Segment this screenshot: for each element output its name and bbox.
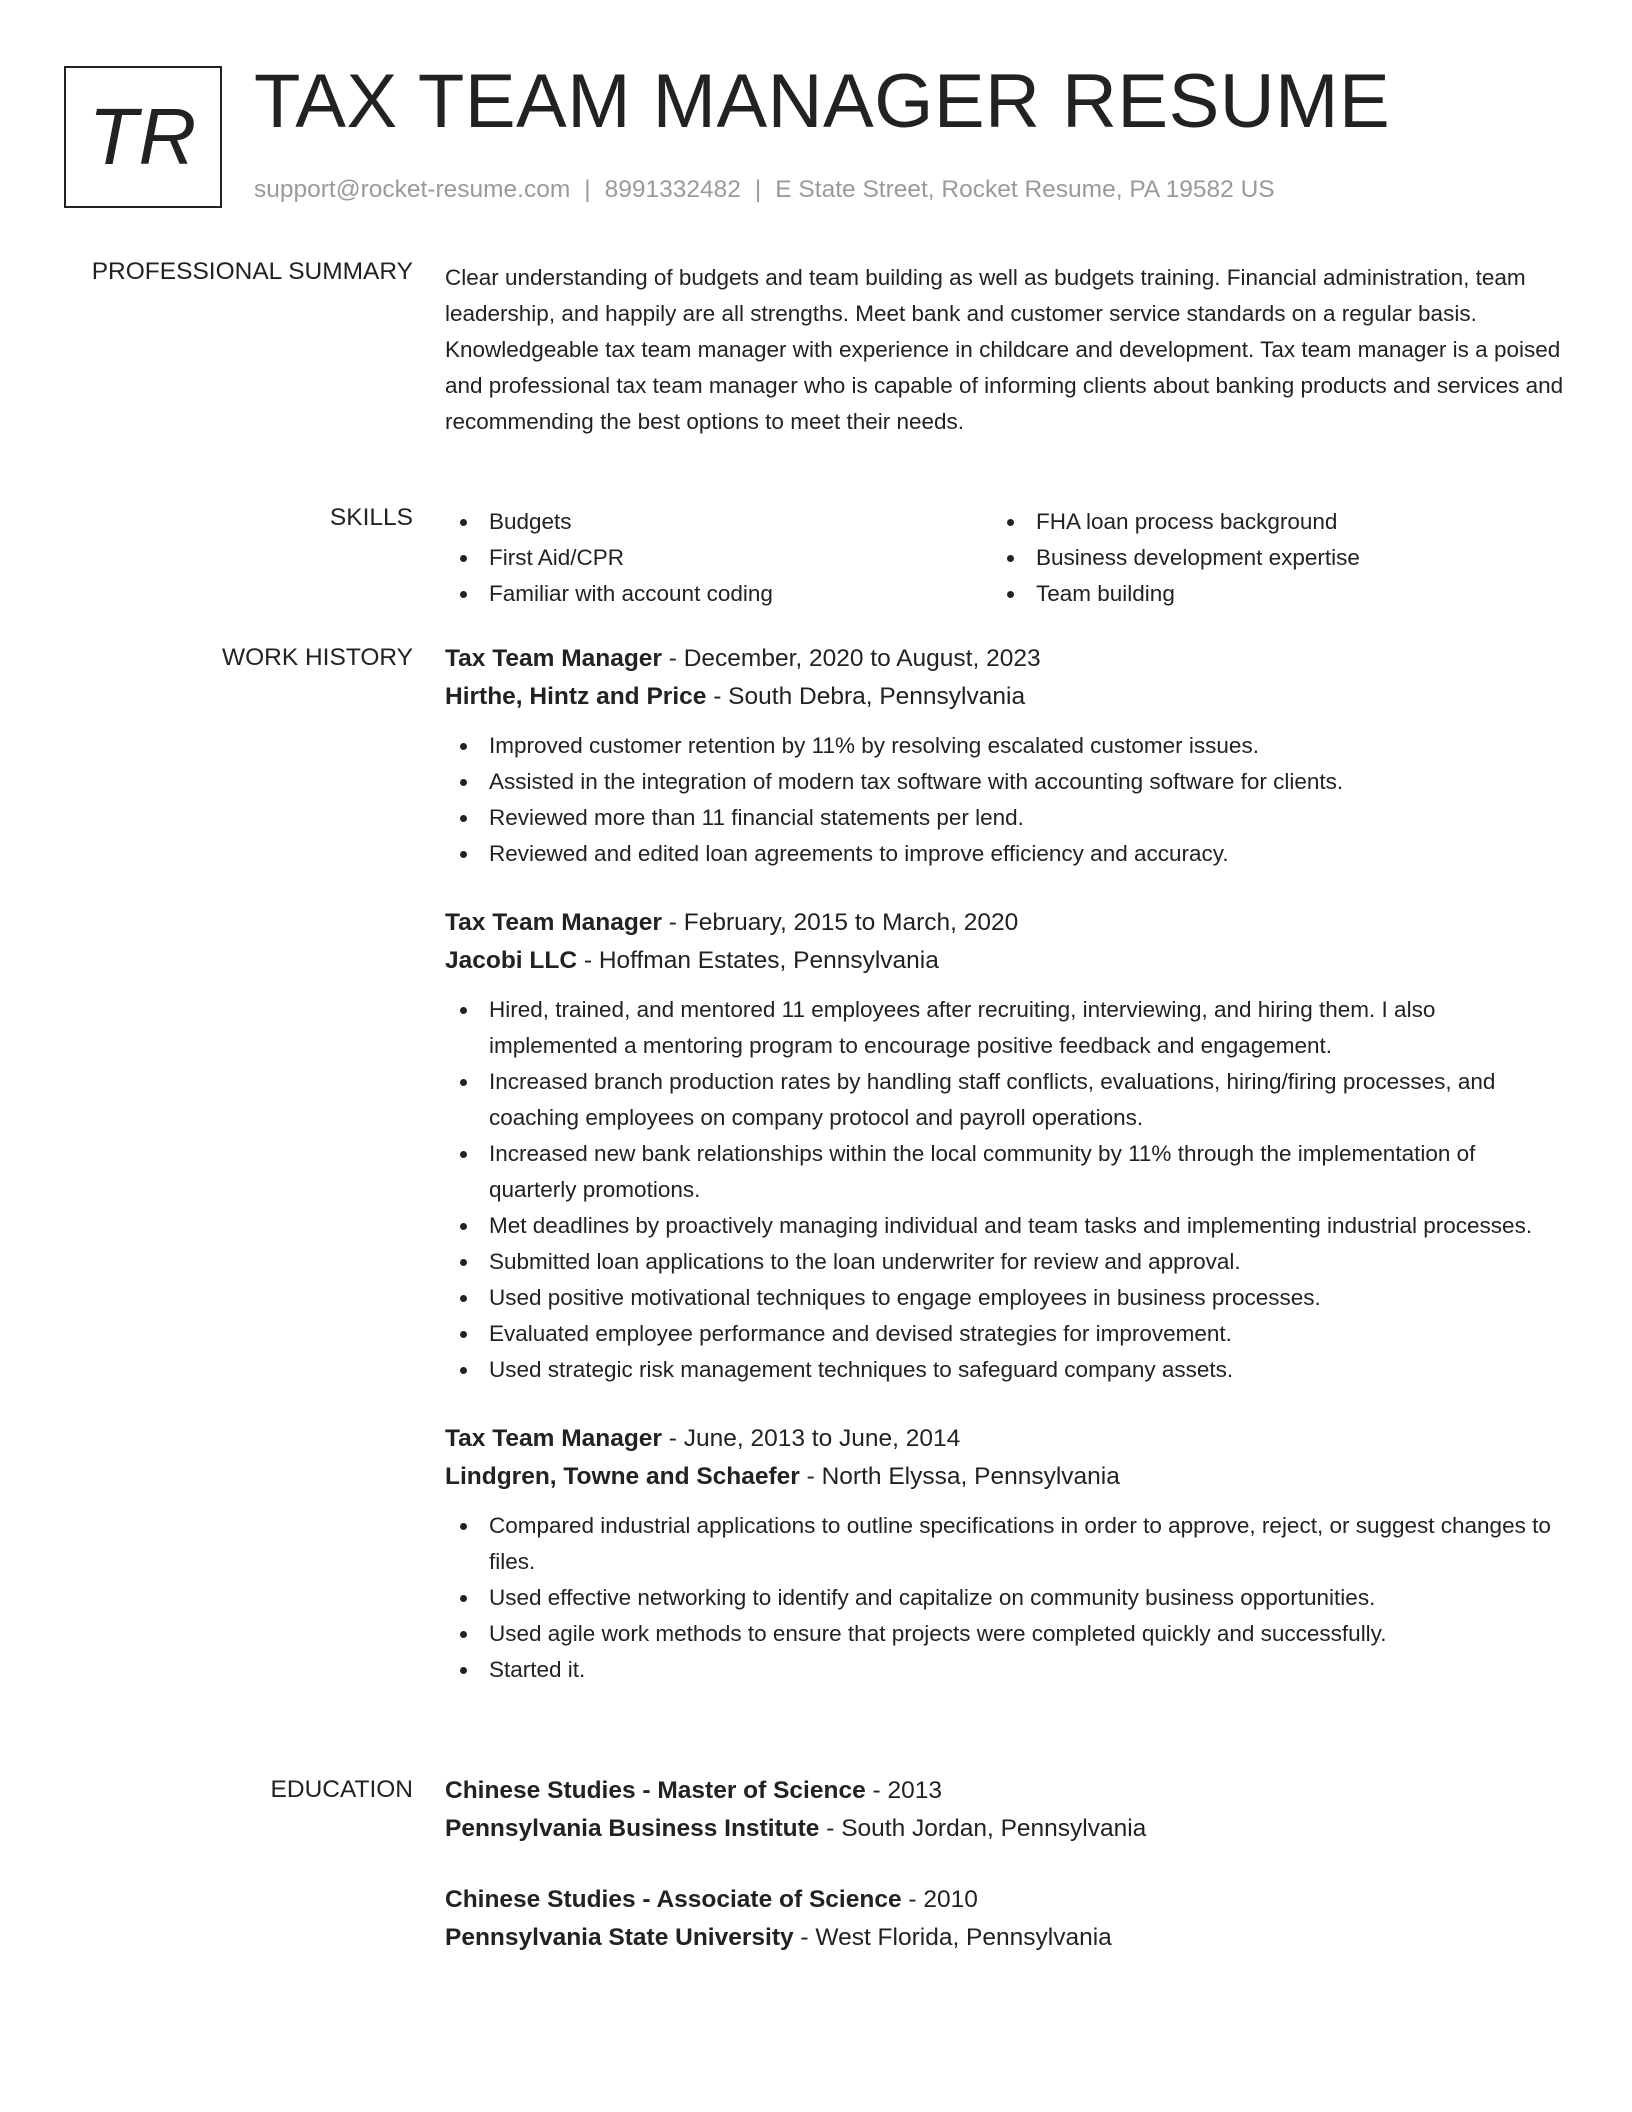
job-company-line [445,1458,1565,1496]
education-degree: Chinese Studies - Master of Science [445,1777,866,1804]
job-bullet: Reviewed more than 11 financial statements per lend. [445,800,1565,836]
job-title: Tax Team Manager [445,1425,662,1452]
contact-address: E State Street, Rocket Resume, PA 19582 US [775,176,1275,203]
contact-line [254,176,1275,204]
education-school: Pennsylvania Business Institute [445,1815,820,1842]
contact-email: support@rocket-resume.com [254,176,571,203]
skills-list-left [445,504,992,612]
job-bullet: Met deadlines by proactively managing individual and team tasks and implementing industrial processes. [445,1208,1565,1244]
job-bullets [445,728,1565,872]
job-bullet: Submitted loan applications to the loan underwriter for review and approval. [445,1244,1565,1280]
job-bullet: Used strategic risk management techniques to safeguard company assets. [445,1352,1565,1388]
education-school-line [445,1810,1565,1848]
job-bullet: Hired, trained, and mentored 11 employees after recruiting, interviewing, and hiring them. I also implemented a mentoring program to encourage positive feedback and engagement. [445,992,1565,1064]
skill-item: First Aid/CPR [445,540,992,576]
job-bullet: Reviewed and edited loan agreements to improve efficiency and accuracy. [445,836,1565,872]
job-bullet: Used positive motivational techniques to engage employees in business processes. [445,1280,1565,1316]
job-bullets [445,1508,1565,1688]
job-title: Tax Team Manager [445,909,662,936]
education-school-line [445,1919,1565,1957]
job-bullet: Started it. [445,1652,1565,1688]
education-location: - West Florida, Pennsylvania [793,1924,1112,1951]
job-company: Hirthe, Hintz and Price [445,683,707,710]
job-bullet: Increased branch production rates by handling staff conflicts, evaluations, hiring/firing processes, and coaching employees on company protocol and payroll operations. [445,1064,1565,1136]
job-entry [445,640,1565,872]
skills-list-right [992,504,1539,612]
job-bullet: Compared industrial applications to outline specifications in order to approve, reject, or suggest changes to files. [445,1508,1565,1580]
education-year: - 2013 [865,1777,942,1804]
job-bullet: Used effective networking to identify and capitalize on community business opportunities. [445,1580,1565,1616]
job-company-line [445,678,1565,716]
job-dates: - February, 2015 to March, 2020 [661,909,1019,936]
education-entry [445,1881,1565,1957]
resume-title: TAX TEAM MANAGER RESUME [254,59,1391,144]
job-title-line [445,640,1565,678]
job-title-line [445,1420,1565,1458]
job-dates: - June, 2013 to June, 2014 [661,1425,961,1452]
contact-separator: | [754,176,762,203]
section-label-work: WORK HISTORY [221,644,413,671]
job-title-line [445,904,1565,942]
job-bullet: Increased new bank relationships within the local community by 11% through the implementation of quarterly promotions. [445,1136,1565,1208]
education-entry [445,1772,1565,1848]
job-company-line [445,942,1565,980]
job-company: Jacobi LLC [445,947,578,974]
job-bullet: Evaluated employee performance and devised strategies for improvement. [445,1316,1565,1352]
education-degree-line [445,1881,1565,1919]
summary-text: Clear understanding of budgets and team building as well as budgets training. Financial administration, team leadership, and happily are all strengths. Meet bank and customer service standards on a regular basis. Knowledgeable tax team manager with experience in childcare and development. Tax team manager is a poised and professional tax team manager who is capable of informing clients about banking products and services and recommending the best options to meet their needs. [445,265,1564,434]
section-label-education: EDUCATION [270,1776,413,1803]
education-school: Pennsylvania State University [445,1924,794,1951]
job-location: - South Debra, Pennsylvania [706,683,1026,710]
job-bullets [445,992,1565,1388]
job-title: Tax Team Manager [445,645,662,672]
skill-item: FHA loan process background [992,504,1539,540]
education-degree: Chinese Studies - Associate of Science [445,1886,902,1913]
job-dates: - December, 2020 to August, 2023 [661,645,1041,672]
job-bullet: Assisted in the integration of modern tax software with accounting software for clients. [445,764,1565,800]
section-label-summary: PROFESSIONAL SUMMARY [91,258,413,285]
job-entry [445,904,1565,1388]
job-location: - North Elyssa, Pennsylvania [799,1463,1120,1490]
skills-grid [445,504,1565,612]
job-bullet: Improved customer retention by 11% by resolving escalated customer issues. [445,728,1565,764]
monogram-initials: TR [88,92,198,181]
monogram-box [64,66,222,208]
skill-item: Familiar with account coding [445,576,992,612]
education-location: - South Jordan, Pennsylvania [819,1815,1147,1842]
contact-separator: | [584,176,591,203]
section-label-skills: SKILLS [329,504,413,531]
job-bullet: Used agile work methods to ensure that projects were completed quickly and successfully. [445,1616,1565,1652]
job-company: Lindgren, Towne and Schaefer [445,1463,800,1490]
skill-item: Budgets [445,504,992,540]
skill-item: Business development expertise [992,540,1539,576]
education-year: - 2010 [901,1886,978,1913]
job-entry [445,1420,1565,1688]
job-location: - Hoffman Estates, Pennsylvania [577,947,939,974]
education-degree-line [445,1772,1565,1810]
skill-item: Team building [992,576,1539,612]
contact-phone: 8991332482 [604,176,741,203]
